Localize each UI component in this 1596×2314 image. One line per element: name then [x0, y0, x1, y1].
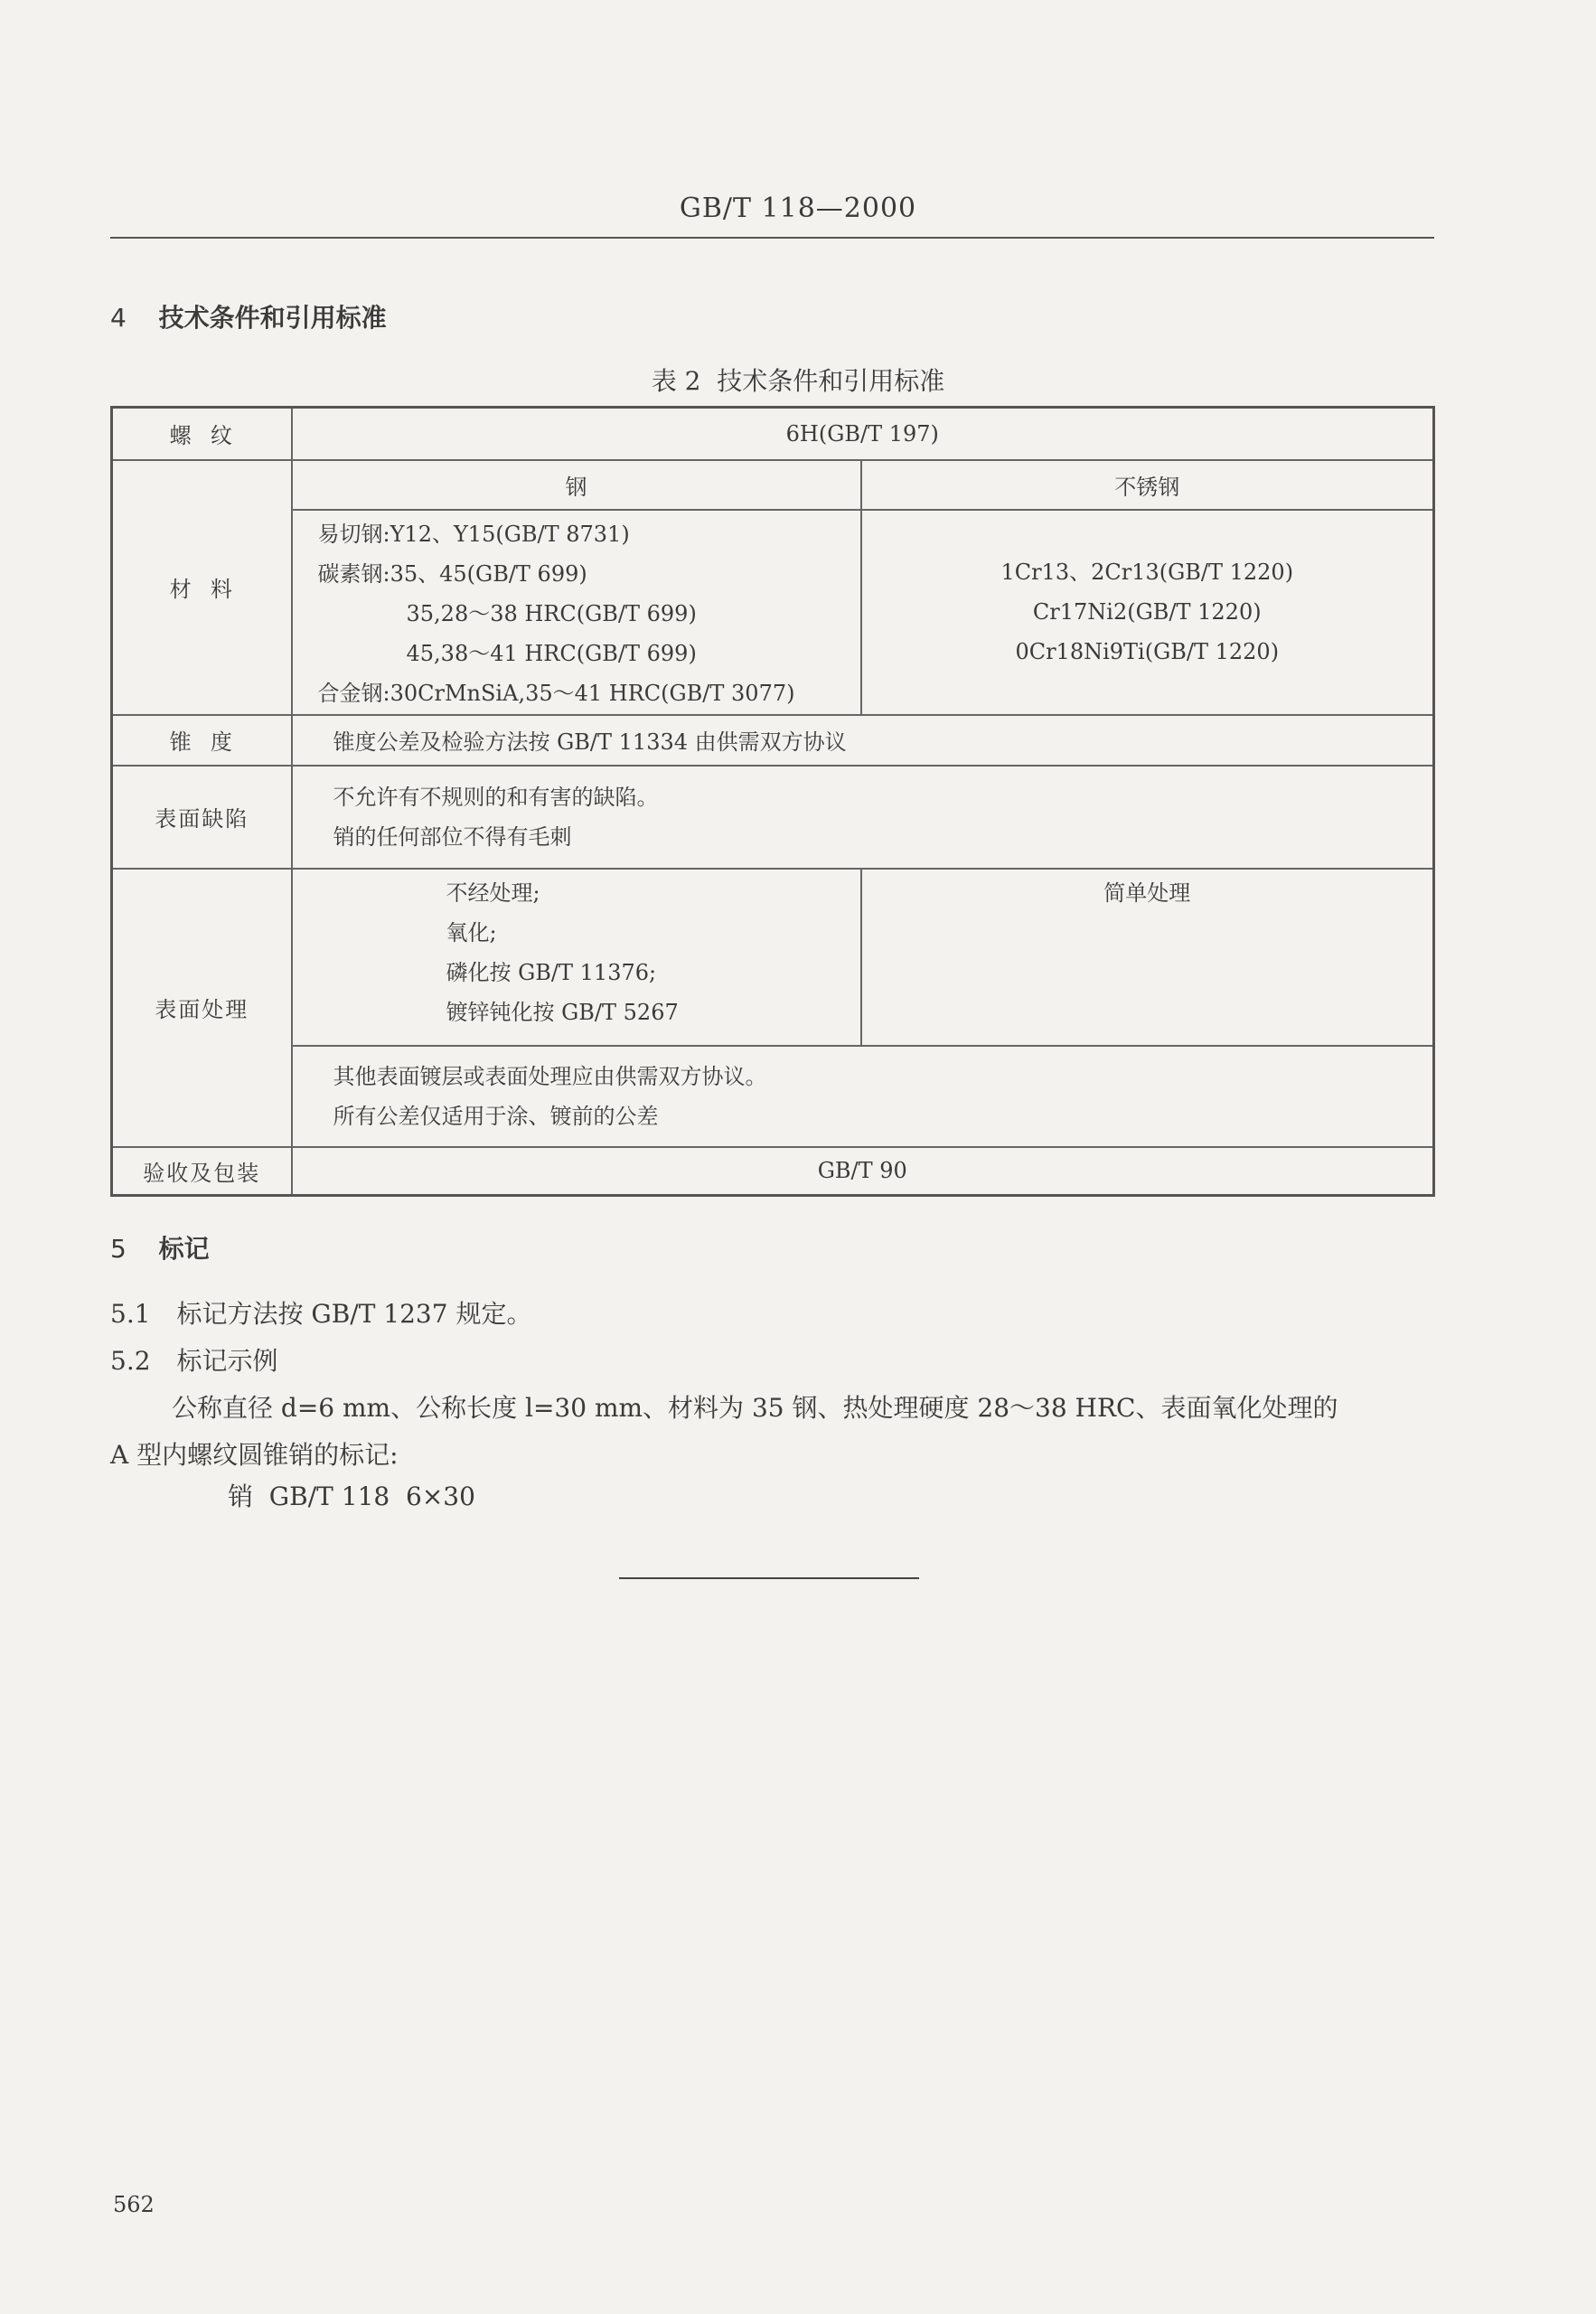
treatment-notes-cell [292, 1046, 1434, 1147]
steel-material-line: 合金钢:30CrMnSiA,35～41 HRC(GB/T 3077) [317, 680, 795, 706]
table-row-material [112, 510, 1434, 715]
surface-defect-line: 销的任何部位不得有毛刺 [333, 823, 572, 850]
taper-label: 锥 度 [112, 715, 292, 766]
table-row-material-header [112, 460, 1434, 510]
clause-5-2 [110, 1341, 277, 1378]
table-caption: 表 2 技术条件和引用标准 [651, 366, 945, 396]
page-header-title: GB/T 118—2000 [679, 193, 917, 224]
section-5-number: 5 [110, 1234, 127, 1264]
example-paragraph-line-2: A 型内螺纹圆锥销的标记: [110, 1440, 399, 1470]
steel-treatment-line: 镀锌钝化按 GB/T 5267 [446, 999, 679, 1025]
stainless-material-line: 1Cr13、2Cr13(GB/T 1220) [1000, 560, 1294, 585]
table-row-thread [112, 408, 1434, 460]
surface-defects-cell [292, 766, 1434, 869]
steel-material-line: 35,28～38 HRC(GB/T 699) [406, 600, 697, 626]
steel-treatment-cell [292, 869, 861, 1046]
section-4-number: 4 [110, 303, 127, 333]
stainless-treatment-cell [861, 869, 1434, 1046]
treatment-note-line: 所有公差仅适用于涂、镀前的公差 [333, 1103, 659, 1129]
surface-defects-label: 表面缺陷 [112, 766, 292, 869]
table-row-treatment-notes [112, 1046, 1434, 1147]
thread-label: 螺 纹 [112, 408, 292, 460]
steel-header: 钢 [292, 460, 861, 510]
steel-material-line: 45,38～41 HRC(GB/T 699) [406, 640, 697, 666]
steel-treatment-line: 氧化; [446, 919, 497, 945]
steel-material-line: 易切钢:Y12、Y15(GB/T 8731) [317, 521, 630, 547]
stainless-materials-cell [861, 510, 1434, 715]
table-row-surface-treatment [112, 869, 1434, 1046]
clause-5-1-text: 标记方法按 GB/T 1237 规定。 [176, 1299, 532, 1329]
spec-table [110, 406, 1435, 1197]
marking-example: 销 GB/T 118 6×30 [228, 1482, 475, 1511]
example-paragraph-line-1: 公称直径 d=6 mm、公称长度 l=30 mm、材料为 35 钢、热处理硬度 28～38 HRC、表面氧化处理的 [172, 1393, 1338, 1423]
steel-material-line: 碳素钢:35、45(GB/T 699) [317, 560, 587, 587]
steel-treatment-line: 磷化按 GB/T 11376; [446, 959, 657, 985]
steel-treatment-line: 不经处理; [446, 880, 540, 906]
table-row-acceptance [112, 1147, 1434, 1196]
stainless-header: 不锈钢 [861, 460, 1434, 510]
section-4-title: 技术条件和引用标准 [158, 303, 387, 333]
thread-value: 6H(GB/T 197) [292, 408, 1434, 460]
section-4-heading [110, 298, 387, 334]
clause-5-2-number: 5.2 [110, 1346, 151, 1376]
table-row-taper [112, 715, 1434, 766]
stainless-treatment-line: 简单处理 [1103, 880, 1191, 906]
section-5-title: 标记 [158, 1234, 210, 1264]
page-number: 562 [113, 2192, 155, 2217]
surface-treatment-label: 表面处理 [112, 869, 292, 1147]
clause-5-1-number: 5.1 [110, 1299, 151, 1329]
treatment-note-line: 其他表面镀层或表面处理应由供需双方协议。 [333, 1063, 767, 1089]
acceptance-label: 验收及包装 [112, 1147, 292, 1196]
stainless-material-line: 0Cr18Ni9Ti(GB/T 1220) [1015, 639, 1280, 664]
header-rule [110, 237, 1434, 239]
taper-value: 锥度公差及检验方法按 GB/T 11334 由供需双方协议 [292, 715, 1434, 766]
end-rule [619, 1577, 919, 1579]
surface-defect-line: 不允许有不规则的和有害的缺陷。 [333, 784, 659, 810]
section-5-heading [110, 1229, 210, 1265]
stainless-material-line: Cr17Ni2(GB/T 1220) [1032, 599, 1262, 625]
acceptance-value: GB/T 90 [292, 1147, 1434, 1196]
table-row-surface-defects [112, 766, 1434, 869]
material-label: 材 料 [112, 460, 292, 715]
clause-5-2-text: 标记示例 [176, 1346, 278, 1376]
clause-5-1 [110, 1294, 531, 1331]
steel-materials-cell [292, 510, 861, 715]
